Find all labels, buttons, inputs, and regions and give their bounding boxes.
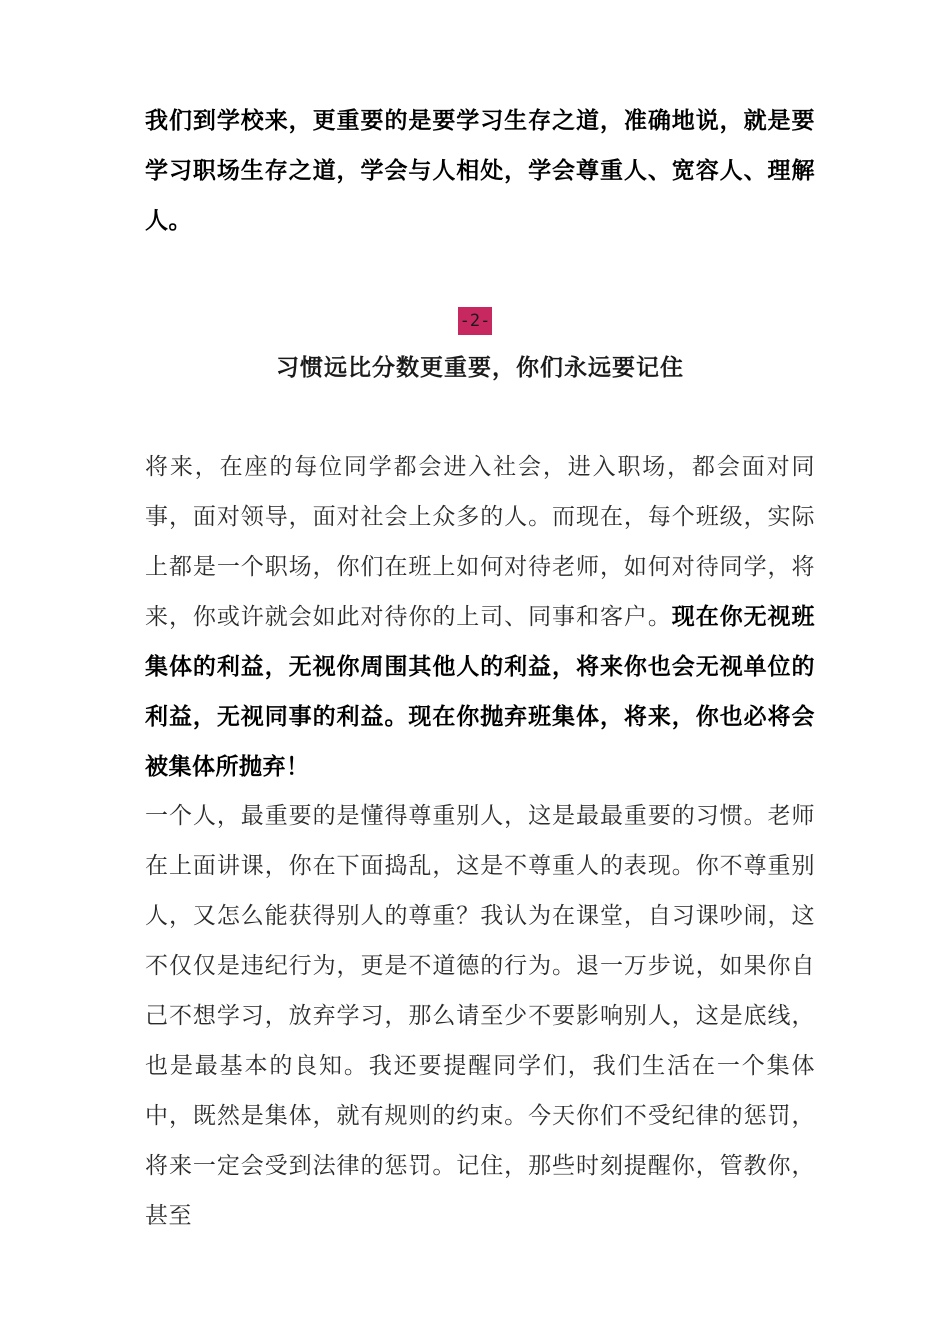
section-number-badge: -2- [458, 307, 492, 335]
intro-paragraph: 我们到学校来，更重要的是要学习生存之道，准确地说，就是要学习职场生存之道，学会与人相处，学会尊重人、宽容人、理解人。 [145, 107, 815, 234]
emphasized-text: 现在你无视班集体的利益，无视你周围其他人的利益，将来你也会无视单位的利益，无视同事的利益。现在你抛弃班集体，将来，你也必将会被集体所抛弃！ [145, 603, 816, 780]
paragraph-text: 将来，在座的每位同学都会进入社会，进入职场，都会面对同事，面对领导，面对社会上众多的人。而现在，每个班级，实际上都是一个职场，你们在班上如何对待老师，如何对待同学，将来，你或许就会如此对待你的上司、同事和客户。 [145, 454, 815, 630]
body-paragraph-1 [145, 442, 815, 792]
body-paragraph-2: 一个人，最重要的是懂得尊重别人，这是最最重要的习惯。老师在上面讲课，你在下面捣乱，这是不尊重人的表现。你不尊重别人，又怎么能获得别人的尊重？我认为在课堂，自习课吵闹，这不仅仅是违纪行为，更是不道德的行为。退一万步说，如果你自己不想学习，放弃学习，那么请至少不要影响别人，这是底线，也是最基本的良知。我还要提醒同学们，我们生活在一个集体中，既然是集体，就有规则的约束。今天你们不受纪律的惩罚，将来一定会受到法律的惩罚。记住，那些时刻提醒你，管教你，甚至 [145, 803, 815, 1229]
section-heading: 习惯远比分数更重要，你们永远要记住 [276, 354, 684, 381]
